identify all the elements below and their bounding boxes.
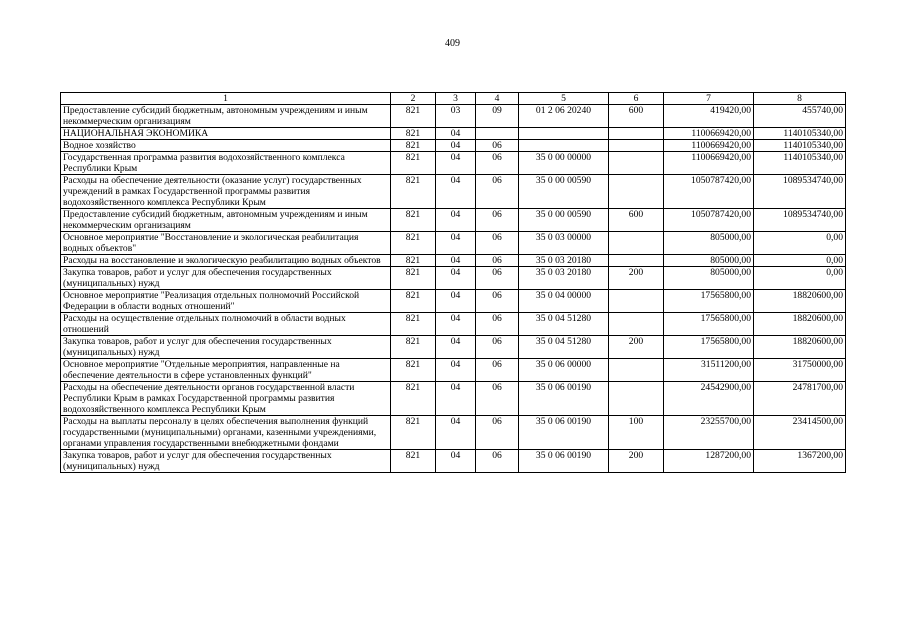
row-section-code: 04 (436, 232, 476, 255)
table-row (61, 175, 846, 209)
row-expense-type: 200 (609, 450, 664, 473)
row-amount-year1: 1100669420,00 (664, 140, 754, 152)
row-amount-year2: 1089534740,00 (754, 209, 846, 232)
header-row (61, 93, 846, 105)
row-ministry-code: 821 (391, 105, 436, 128)
row-ministry-code: 821 (391, 416, 436, 450)
row-ministry-code: 821 (391, 255, 436, 267)
row-name: Расходы на выплаты персоналу в целях обеспечения выполнения функций государственными (муниципальными) органами, казенными учреждениями, органами управления государственными внебюджетными фондами (61, 416, 391, 450)
row-target-code: 35 0 06 00190 (519, 450, 609, 473)
row-subsection-code: 09 (476, 105, 519, 128)
row-ministry-code: 821 (391, 382, 436, 416)
row-subsection-code: 06 (476, 140, 519, 152)
row-amount-year2: 0,00 (754, 267, 846, 290)
row-amount-year2: 23414500,00 (754, 416, 846, 450)
row-subsection-code: 06 (476, 450, 519, 473)
column-header: 5 (519, 93, 609, 105)
column-header: 4 (476, 93, 519, 105)
page-number: 409 (445, 38, 460, 49)
row-amount-year1: 23255700,00 (664, 416, 754, 450)
row-expense-type: 600 (609, 105, 664, 128)
row-amount-year2: 0,00 (754, 255, 846, 267)
row-name: Основное мероприятие "Восстановление и экологическая реабилитация водных объектов" (61, 232, 391, 255)
row-expense-type (609, 255, 664, 267)
row-amount-year1: 17565800,00 (664, 313, 754, 336)
table-row (61, 267, 846, 290)
table-row (61, 359, 846, 382)
row-name: Расходы на восстановление и экологическую реабилитацию водных объектов (61, 255, 391, 267)
row-subsection-code: 06 (476, 152, 519, 175)
row-amount-year1: 31511200,00 (664, 359, 754, 382)
row-subsection-code: 06 (476, 382, 519, 416)
row-name: Расходы на обеспечение деятельности (оказание услуг) государственных учреждений в рамках Государственной программы развития водохозяйственного комплекса Республики Крым (61, 175, 391, 209)
row-name: Водное хозяйство (61, 140, 391, 152)
row-ministry-code: 821 (391, 152, 436, 175)
row-target-code: 35 0 04 51280 (519, 336, 609, 359)
row-expense-type (609, 382, 664, 416)
row-target-code: 35 0 04 51280 (519, 313, 609, 336)
row-ministry-code: 821 (391, 128, 436, 140)
table-row (61, 450, 846, 473)
row-name: Основное мероприятие "Реализация отдельных полномочий Российской Федерации в области водных отношений" (61, 290, 391, 313)
row-expense-type: 200 (609, 336, 664, 359)
table-row (61, 128, 846, 140)
row-section-code: 03 (436, 105, 476, 128)
row-section-code: 04 (436, 336, 476, 359)
table-row (61, 416, 846, 450)
row-amount-year1: 805000,00 (664, 255, 754, 267)
table-row (61, 313, 846, 336)
row-amount-year2: 18820600,00 (754, 336, 846, 359)
table-row (61, 336, 846, 359)
table-row (61, 152, 846, 175)
row-amount-year2: 1367200,00 (754, 450, 846, 473)
row-ministry-code: 821 (391, 232, 436, 255)
row-subsection-code: 06 (476, 255, 519, 267)
row-section-code: 04 (436, 290, 476, 313)
row-ministry-code: 821 (391, 267, 436, 290)
row-expense-type (609, 313, 664, 336)
row-name: Закупка товаров, работ и услуг для обеспечения государственных (муниципальных) нужд (61, 336, 391, 359)
column-header: 7 (664, 93, 754, 105)
row-amount-year2: 455740,00 (754, 105, 846, 128)
row-target-code: 01 2 06 20240 (519, 105, 609, 128)
row-section-code: 04 (436, 128, 476, 140)
row-expense-type: 100 (609, 416, 664, 450)
row-amount-year1: 1287200,00 (664, 450, 754, 473)
row-amount-year2: 1089534740,00 (754, 175, 846, 209)
row-amount-year2: 31750000,00 (754, 359, 846, 382)
row-expense-type (609, 140, 664, 152)
row-section-code: 04 (436, 416, 476, 450)
row-name: Расходы на обеспечение деятельности органов государственной власти Республики Крым в рамках Государственной программы развития водохозяйственного комплекса Республики Крым (61, 382, 391, 416)
row-amount-year2: 1140105340,00 (754, 128, 846, 140)
row-target-code: 35 0 03 00000 (519, 232, 609, 255)
row-subsection-code: 06 (476, 313, 519, 336)
row-expense-type: 600 (609, 209, 664, 232)
row-amount-year1: 1050787420,00 (664, 175, 754, 209)
row-name: Основное мероприятие "Отдельные мероприятия, направленные на обеспечение деятельности в сфере установленных функций" (61, 359, 391, 382)
row-target-code: 35 0 03 20180 (519, 255, 609, 267)
row-name: Расходы на осуществление отдельных полномочий в области водных отношений (61, 313, 391, 336)
row-amount-year1: 1100669420,00 (664, 152, 754, 175)
row-target-code: 35 0 00 00590 (519, 209, 609, 232)
row-ministry-code: 821 (391, 450, 436, 473)
row-amount-year1: 1100669420,00 (664, 128, 754, 140)
row-target-code: 35 0 06 00190 (519, 382, 609, 416)
row-ministry-code: 821 (391, 140, 436, 152)
row-section-code: 04 (436, 140, 476, 152)
row-subsection-code: 06 (476, 290, 519, 313)
table-row (61, 232, 846, 255)
table-row (61, 255, 846, 267)
row-ministry-code: 821 (391, 313, 436, 336)
table-row (61, 382, 846, 416)
row-amount-year1: 805000,00 (664, 267, 754, 290)
row-name: Закупка товаров, работ и услуг для обеспечения государственных (муниципальных) нужд (61, 267, 391, 290)
table-row (61, 209, 846, 232)
row-section-code: 04 (436, 175, 476, 209)
column-header: 2 (391, 93, 436, 105)
column-header: 6 (609, 93, 664, 105)
column-header: 8 (754, 93, 846, 105)
row-name: Закупка товаров, работ и услуг для обеспечения государственных (муниципальных) нужд (61, 450, 391, 473)
row-target-code: 35 0 00 00590 (519, 175, 609, 209)
row-ministry-code: 821 (391, 336, 436, 359)
row-subsection-code: 06 (476, 267, 519, 290)
row-ministry-code: 821 (391, 359, 436, 382)
row-amount-year1: 17565800,00 (664, 336, 754, 359)
row-section-code: 04 (436, 359, 476, 382)
row-target-code: 35 0 06 00190 (519, 416, 609, 450)
row-expense-type (609, 128, 664, 140)
row-amount-year1: 419420,00 (664, 105, 754, 128)
row-name: Предоставление субсидий бюджетным, автономным учреждениям и иным некоммерческим организациям (61, 105, 391, 128)
row-section-code: 04 (436, 209, 476, 232)
row-amount-year2: 24781700,00 (754, 382, 846, 416)
row-subsection-code: 06 (476, 175, 519, 209)
row-amount-year2: 18820600,00 (754, 313, 846, 336)
row-target-code: 35 0 03 20180 (519, 267, 609, 290)
table-row (61, 290, 846, 313)
row-subsection-code (476, 128, 519, 140)
row-section-code: 04 (436, 450, 476, 473)
column-header: 1 (61, 93, 391, 105)
row-amount-year1: 1050787420,00 (664, 209, 754, 232)
row-target-code: 35 0 00 00000 (519, 152, 609, 175)
row-amount-year2: 1140105340,00 (754, 140, 846, 152)
row-name: НАЦИОНАЛЬНАЯ ЭКОНОМИКА (61, 128, 391, 140)
table-row (61, 105, 846, 128)
row-ministry-code: 821 (391, 209, 436, 232)
row-target-code (519, 140, 609, 152)
row-subsection-code: 06 (476, 416, 519, 450)
row-target-code (519, 128, 609, 140)
row-amount-year2: 1140105340,00 (754, 152, 846, 175)
row-amount-year1: 805000,00 (664, 232, 754, 255)
row-section-code: 04 (436, 152, 476, 175)
row-expense-type: 200 (609, 267, 664, 290)
row-expense-type (609, 232, 664, 255)
row-expense-type (609, 359, 664, 382)
column-header: 3 (436, 93, 476, 105)
row-target-code: 35 0 04 00000 (519, 290, 609, 313)
row-expense-type (609, 290, 664, 313)
row-subsection-code: 06 (476, 232, 519, 255)
row-subsection-code: 06 (476, 336, 519, 359)
row-amount-year2: 0,00 (754, 232, 846, 255)
row-section-code: 04 (436, 313, 476, 336)
budget-table (60, 92, 846, 473)
row-subsection-code: 06 (476, 209, 519, 232)
row-expense-type (609, 175, 664, 209)
row-expense-type (609, 152, 664, 175)
row-ministry-code: 821 (391, 290, 436, 313)
row-target-code: 35 0 06 00000 (519, 359, 609, 382)
row-amount-year1: 17565800,00 (664, 290, 754, 313)
table-row (61, 140, 846, 152)
row-ministry-code: 821 (391, 175, 436, 209)
row-amount-year2: 18820600,00 (754, 290, 846, 313)
row-name: Государственная программа развития водохозяйственного комплекса Республики Крым (61, 152, 391, 175)
row-subsection-code: 06 (476, 359, 519, 382)
row-amount-year1: 24542900,00 (664, 382, 754, 416)
row-section-code: 04 (436, 382, 476, 416)
row-section-code: 04 (436, 267, 476, 290)
row-section-code: 04 (436, 255, 476, 267)
row-name: Предоставление субсидий бюджетным, автономным учреждениям и иным некоммерческим организациям (61, 209, 391, 232)
